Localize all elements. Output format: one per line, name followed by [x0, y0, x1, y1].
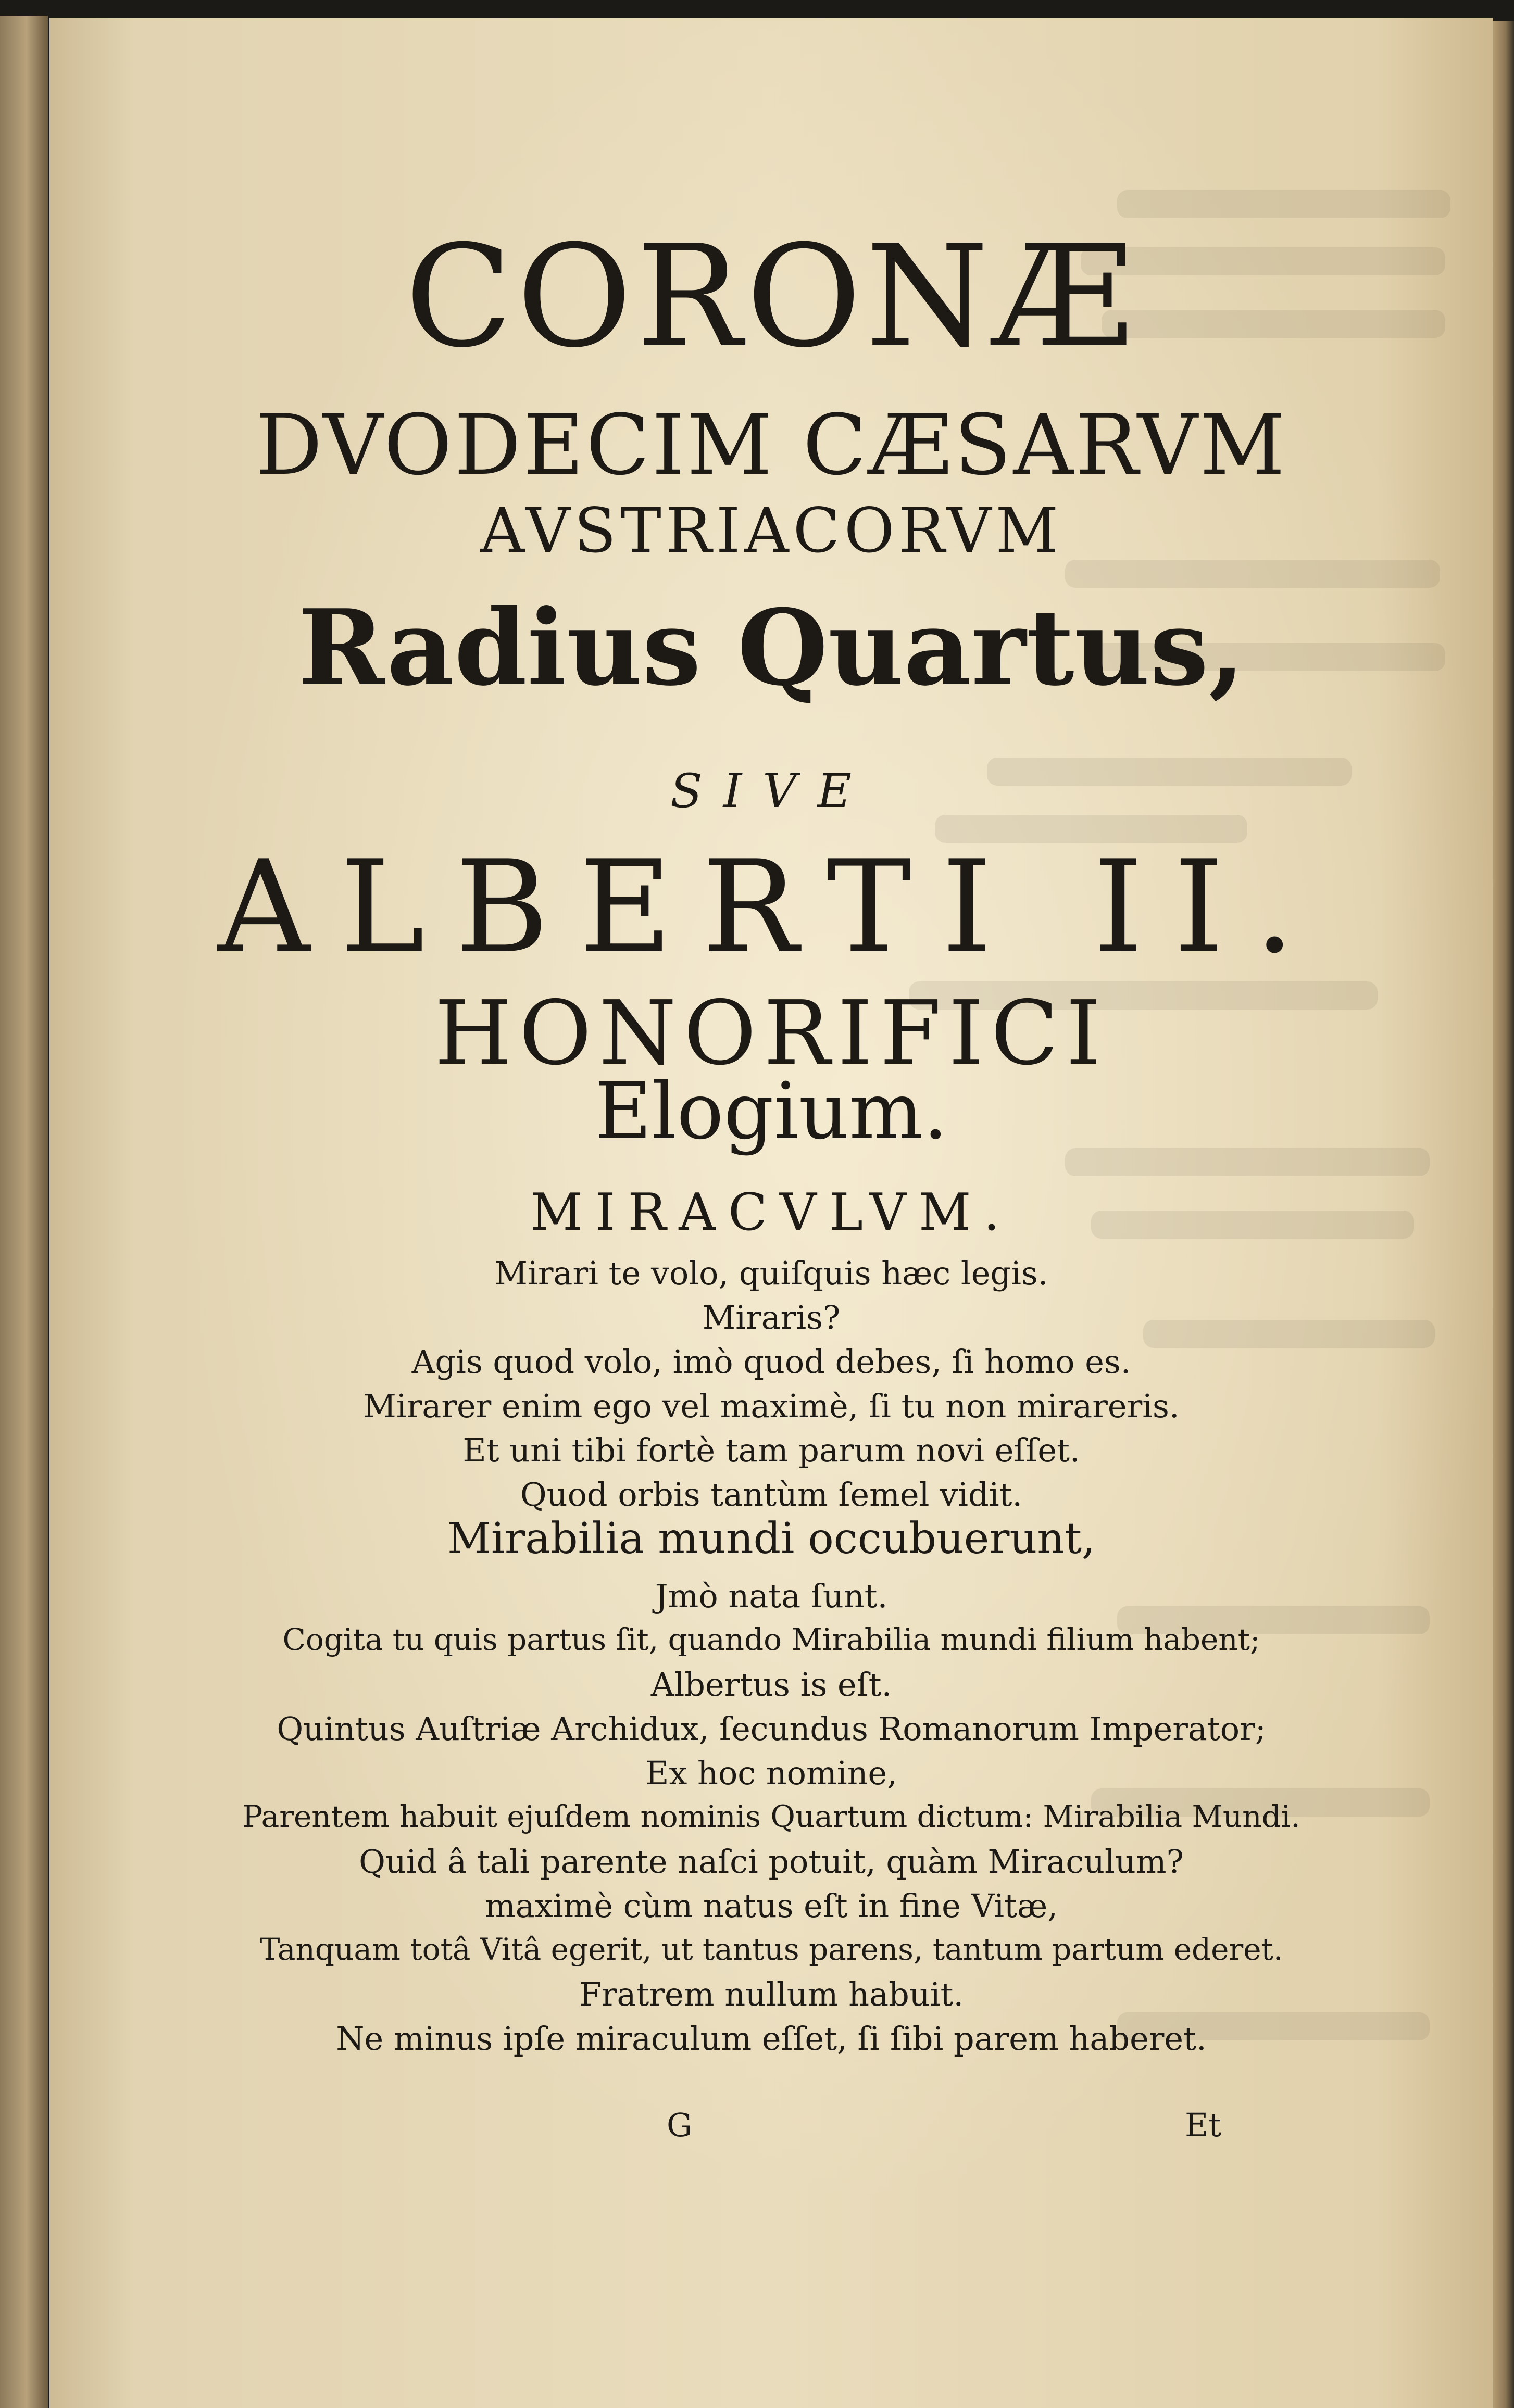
- body-line: Quintus Auſtriæ Archidux, ſecundus Romanorum Imperator;: [277, 1710, 1266, 1748]
- body-line: Tanquam totâ Vitâ egerit, ut tantus parens, tantum partum ederet.: [259, 1932, 1283, 1967]
- body-line: Fratrem nullum habuit.: [579, 1975, 964, 2013]
- body-line: Parentem habuit ejuſdem nominis Quartum dictum: Mirabilia Mundi.: [242, 1799, 1300, 1834]
- title-line-austriacorum: AVSTRIACORVM: [480, 495, 1063, 566]
- book-page: [49, 18, 1493, 2408]
- body-line-emphasis: Mirabilia mundi occubuerunt,: [447, 1514, 1096, 1564]
- signature-mark: G: [667, 2106, 693, 2144]
- title-line-coronae: CORONÆ: [405, 215, 1138, 379]
- page-fore-edge: [1493, 21, 1514, 2408]
- body-line: Jmò nata ſunt.: [655, 1577, 888, 1615]
- body-line: Albertus is eſt.: [650, 1666, 892, 1704]
- section-heading: MIRACVLVM.: [530, 1183, 1012, 1242]
- body-line: Mirarer enim ego vel maximè, ſi tu non mirareris.: [363, 1387, 1180, 1425]
- body-line: Ne minus ipſe miraculum eſſet, ſi ſibi parem haberet.: [336, 2020, 1207, 2058]
- title-line-radius-quartus: Radius Quartus,: [297, 587, 1245, 709]
- catchword: Et: [1185, 2106, 1222, 2144]
- title-line-elogium: Elogium.: [594, 1066, 948, 1157]
- body-line: Agis quod volo, imò quod debes, ſi homo es.: [411, 1343, 1131, 1381]
- body-line: Quod orbis tantùm ſemel vidit.: [520, 1476, 1023, 1514]
- title-line-sive: SIVE: [670, 764, 872, 818]
- title-line-honorifici: HONORIFICI: [434, 982, 1108, 1085]
- body-line: Cogita tu quis partus ſit, quando Mirabilia mundi filium habent;: [282, 1622, 1260, 1657]
- body-line: Miraris?: [702, 1298, 841, 1337]
- title-line-duodecim-caesarum: DVODECIM CÆSARVM: [255, 396, 1287, 494]
- body-line: Ex hoc nomine,: [645, 1754, 897, 1792]
- body-line: maximè cùm natus eſt in fine Vitæ,: [485, 1887, 1058, 1925]
- body-line: Mirari te volo, quiſquis hæc legis.: [494, 1254, 1048, 1292]
- body-line: Quid â tali parente naſci potuit, quàm Miraculum?: [359, 1843, 1184, 1881]
- facing-page-edge: [0, 16, 48, 2408]
- title-line-alberti: ALBERTI II.: [217, 833, 1325, 981]
- body-line: Et uni tibi fortè tam parum novi eſſet.: [462, 1431, 1080, 1469]
